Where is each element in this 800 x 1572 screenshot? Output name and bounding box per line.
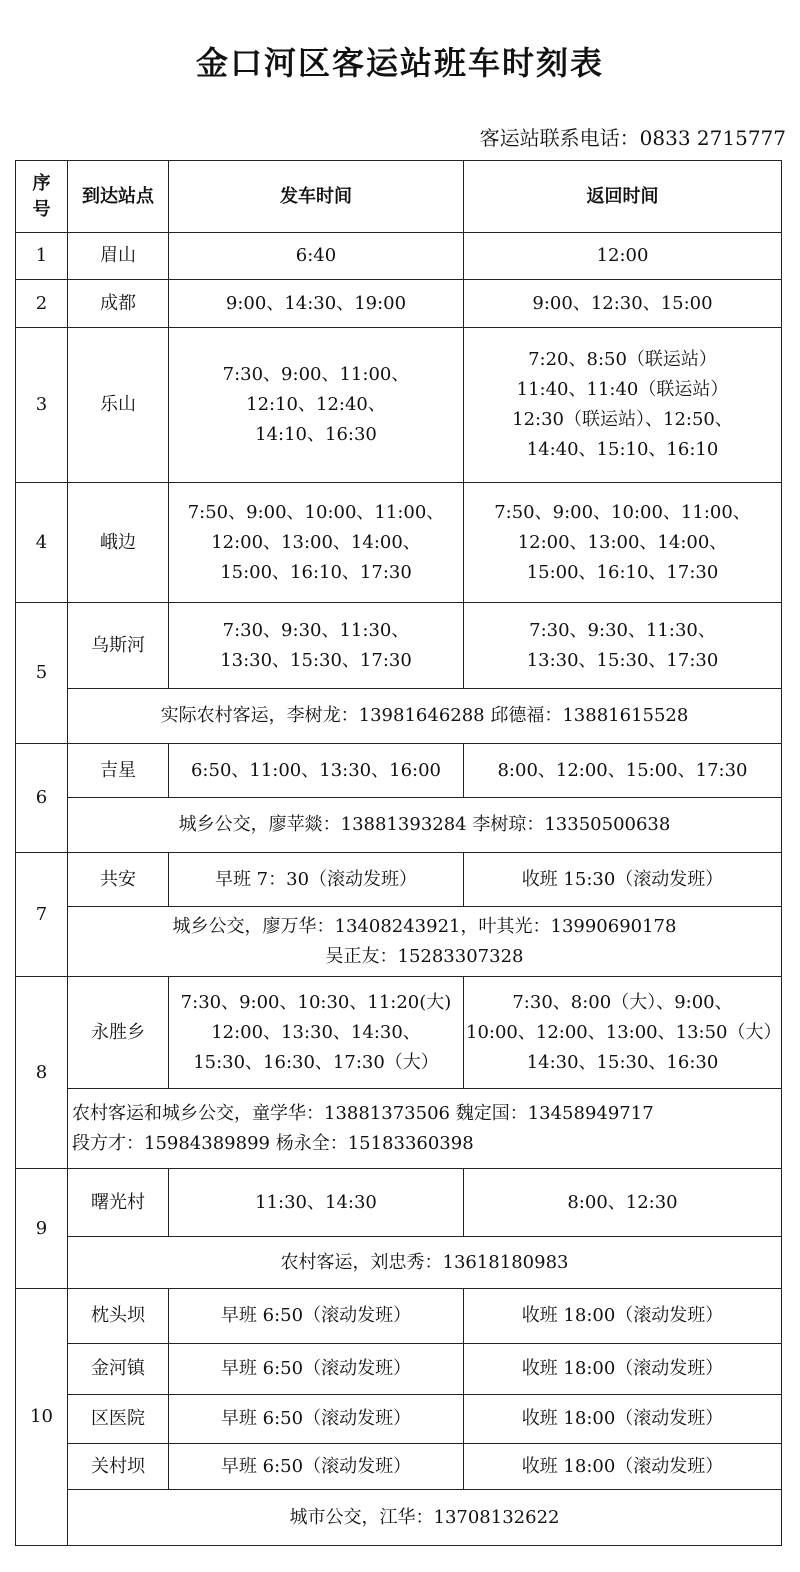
depart-cell: 7:30、9:30、11:30、 13:30、15:30、17:30 [169, 603, 464, 689]
seq-cell: 9 [16, 1169, 68, 1289]
station-cell: 乐山 [68, 328, 169, 483]
station-cell: 永胜乡 [68, 977, 169, 1089]
station-cell: 共安 [68, 853, 169, 907]
seq-cell: 10 [16, 1289, 68, 1546]
contact-row [16, 798, 782, 853]
station-cell: 曙光村 [68, 1169, 169, 1237]
page-title: 金口河区客运站班车时刻表 [195, 44, 604, 82]
station-cell: 峨边 [68, 483, 169, 603]
return-cell: 12:00 [464, 233, 782, 280]
depart-cell: 早班 6:50（滚动发班） [169, 1289, 464, 1344]
table-row [16, 1444, 782, 1490]
contact-row [16, 689, 782, 744]
contact-row [16, 1490, 782, 1546]
table-row [16, 1169, 782, 1237]
table-row [16, 603, 782, 689]
return-cell: 8:00、12:30 [464, 1169, 782, 1237]
return-cell: 收班 18:00（滚动发班） [464, 1395, 782, 1444]
seq-cell: 3 [16, 328, 68, 483]
seq-cell: 7 [16, 853, 68, 977]
depart-cell: 7:30、9:00、11:00、 12:10、12:40、 14:10、16:30 [169, 328, 464, 483]
seq-cell: 1 [16, 233, 68, 280]
depart-cell: 7:30、9:00、10:30、11:20(大) 12:00、13:30、14:30、 15:30、16:30、17:30（大） [169, 977, 464, 1089]
table-row [16, 280, 782, 328]
contact-cell: 城市公交，江华：13708132622 [68, 1490, 782, 1546]
station-cell: 枕头坝 [68, 1289, 169, 1344]
contact-row [16, 1237, 782, 1289]
depart-cell: 6:50、11:00、13:30、16:00 [169, 744, 464, 798]
table-row [16, 1289, 782, 1344]
schedule-table [15, 160, 782, 1546]
return-cell: 收班 18:00（滚动发班） [464, 1344, 782, 1395]
header-depart-time: 发车时间 [169, 161, 464, 233]
return-cell: 7:20、8:50（联运站） 11:40、11:40（联运站） 12:30（联运站）、12:50、 14:40、15:10、16:10 [464, 328, 782, 483]
header-return-time: 返回时间 [464, 161, 782, 233]
header-seq: 序 号 [16, 161, 68, 233]
seq-cell: 2 [16, 280, 68, 328]
table-row [16, 328, 782, 483]
contact-cell: 农村客运和城乡公交，童学华：13881373506 魏定国：13458949717 段方才：15984389899 杨永全：15183360398 [68, 1089, 782, 1169]
depart-cell: 6:40 [169, 233, 464, 280]
contact-cell: 农村客运，刘忠秀：13618180983 [68, 1237, 782, 1289]
table-row [16, 1344, 782, 1395]
station-cell: 乌斯河 [68, 603, 169, 689]
station-cell: 金河镇 [68, 1344, 169, 1395]
return-cell: 收班 18:00（滚动发班） [464, 1444, 782, 1490]
header-station: 到达站点 [68, 161, 169, 233]
header-row [16, 161, 782, 233]
table-row [16, 853, 782, 907]
table-row [16, 483, 782, 603]
return-cell: 7:30、8:00（大）、9:00、 10:00、12:00、13:00、13:50（大） 14:30、15:30、16:30 [464, 977, 782, 1089]
return-cell: 收班 15:30（滚动发班） [464, 853, 782, 907]
table-row [16, 977, 782, 1089]
contact-cell: 实际农村客运，李树龙：13981646288 邱德福：13881615528 [68, 689, 782, 744]
depart-cell: 9:00、14:30、19:00 [169, 280, 464, 328]
contact-row [16, 1089, 782, 1169]
seq-cell: 8 [16, 977, 68, 1169]
depart-cell: 7:50、9:00、10:00、11:00、 12:00、13:00、14:00、 15:00、16:10、17:30 [169, 483, 464, 603]
table-row [16, 233, 782, 280]
station-cell: 吉星 [68, 744, 169, 798]
depart-cell: 早班 6:50（滚动发班） [169, 1444, 464, 1490]
return-cell: 7:50、9:00、10:00、11:00、 12:00、13:00、14:00、 15:00、16:10、17:30 [464, 483, 782, 603]
contact-cell: 城乡公交，廖万华：13408243921，叶其光：13990690178 吴正友：15283307328 [68, 907, 782, 977]
return-cell: 收班 18:00（滚动发班） [464, 1289, 782, 1344]
contact-cell: 城乡公交，廖苹燚：13881393284 李树琼：13350500638 [68, 798, 782, 853]
depart-cell: 早班 7：30（滚动发班） [169, 853, 464, 907]
depart-cell: 早班 6:50（滚动发班） [169, 1344, 464, 1395]
contact-row [16, 907, 782, 977]
seq-cell: 5 [16, 603, 68, 744]
station-cell: 眉山 [68, 233, 169, 280]
depart-cell: 11:30、14:30 [169, 1169, 464, 1237]
return-cell: 8:00、12:00、15:00、17:30 [464, 744, 782, 798]
station-cell: 区医院 [68, 1395, 169, 1444]
station-cell: 关村坝 [68, 1444, 169, 1490]
table-row [16, 1395, 782, 1444]
return-cell: 7:30、9:30、11:30、 13:30、15:30、17:30 [464, 603, 782, 689]
station-cell: 成都 [68, 280, 169, 328]
return-cell: 9:00、12:30、15:00 [464, 280, 782, 328]
depart-cell: 早班 6:50（滚动发班） [169, 1395, 464, 1444]
seq-cell: 6 [16, 744, 68, 853]
seq-cell: 4 [16, 483, 68, 603]
station-contact-phone: 客运站联系电话：0833 2715777 [479, 126, 786, 150]
table-row [16, 744, 782, 798]
